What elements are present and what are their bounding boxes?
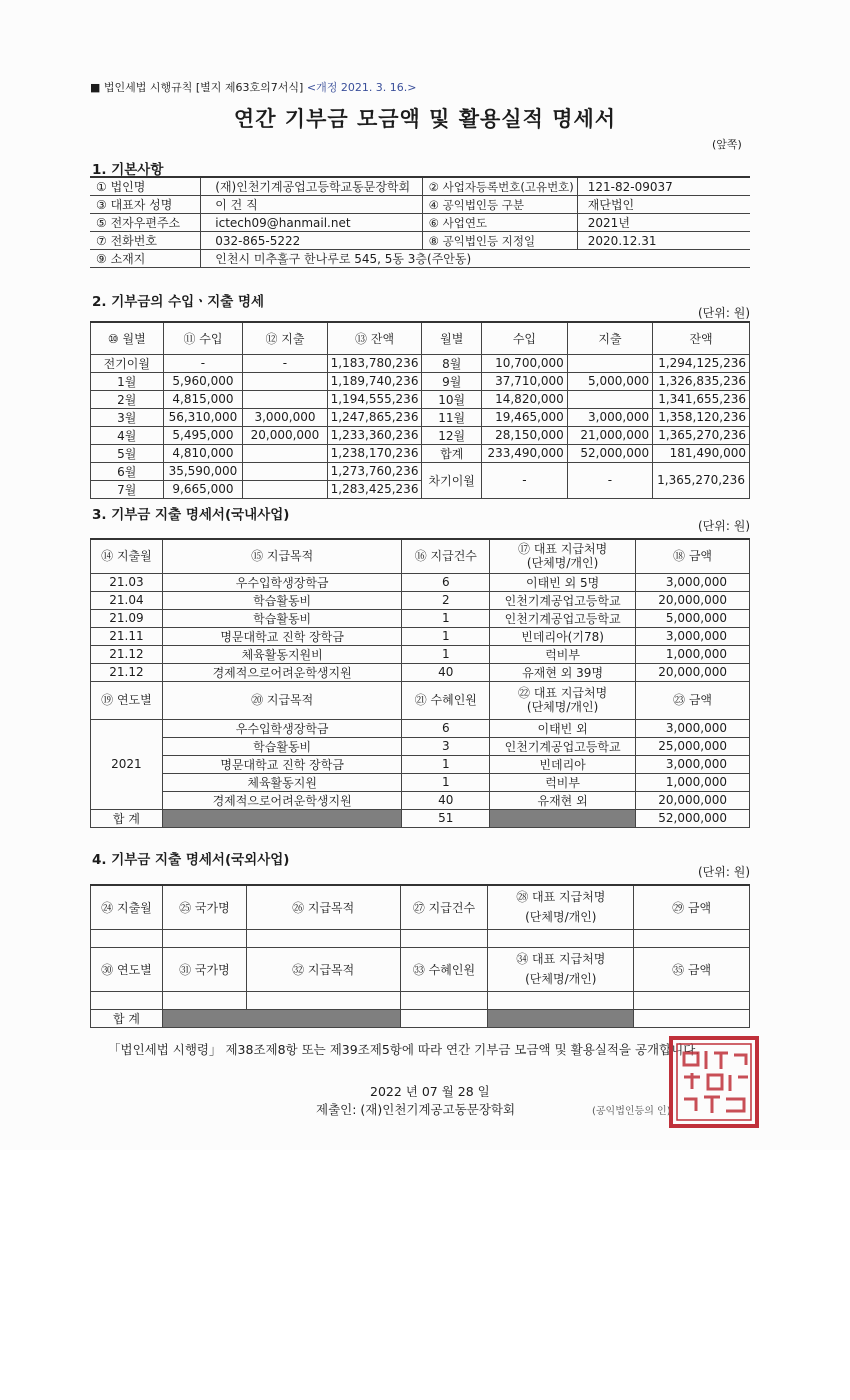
total-row: [91, 1009, 750, 1027]
empty-cell: [162, 929, 246, 947]
disclosure-statement: 「법인세법 시행령」 제38조제8항 또는 제39조제5항에 따라 연간 기부금 모금액 및 활용실적을 공개합니다.: [108, 1042, 700, 1057]
header-line: ㉞ 대표 지급처명: [516, 952, 606, 966]
form-ref-text: ■ 법인세법 시행규칙 [별지 제63호의7서식]: [90, 81, 304, 94]
table-cell: 학습활동비: [162, 609, 402, 627]
column-header: [488, 885, 634, 929]
amount-cell: 20,000,000: [243, 426, 327, 444]
amount-cell: 1,326,835,236: [653, 372, 750, 390]
month-label: 5월: [91, 444, 164, 462]
empty-cell: [634, 991, 750, 1009]
field-label: ⑦ 전화번호: [90, 232, 201, 250]
official-seal-stamp: [668, 1035, 760, 1129]
table-cell: 2: [402, 591, 490, 609]
table-cell: 40: [402, 663, 490, 681]
basic-info-row: [90, 177, 750, 196]
expense-row: [91, 627, 750, 645]
field-label: ① 법인명: [90, 177, 201, 196]
amount-cell: 5,960,000: [163, 372, 243, 390]
table-cell: 명문대학교 진학 장학금: [162, 755, 402, 773]
field-value: 2020.12.31: [577, 232, 750, 250]
amount-cell: 21,000,000: [567, 426, 652, 444]
shaded-cell: [488, 1009, 634, 1027]
table-cell: 인천기계공업고등학교: [490, 591, 636, 609]
table-cell: 럭비부: [490, 773, 636, 791]
total-row: [91, 809, 750, 827]
overseas-expense-table: [90, 884, 750, 1028]
table-cell: 우수입학생장학금: [162, 719, 402, 737]
amount-cell: 1,358,120,236: [653, 408, 750, 426]
table-cell: 1: [402, 627, 490, 645]
column-header: [488, 947, 634, 991]
column-header: ㉕ 국가명: [162, 885, 246, 929]
amount-cell: [243, 444, 327, 462]
amount-cell: 1,273,760,236: [327, 462, 422, 480]
section3-heading: 3. 기부금 지출 명세서(국내사업): [92, 507, 290, 523]
amount-cell: 28,150,000: [482, 426, 568, 444]
month-row: [91, 408, 750, 426]
yearly-row: [91, 791, 750, 809]
field-value: (재)인천기계공업고등학교동문장학회: [201, 177, 422, 196]
table-cell: 유재현 외: [490, 791, 636, 809]
amount-cell: 3,000,000: [243, 408, 327, 426]
month-row: [91, 372, 750, 390]
yearly-row: [91, 737, 750, 755]
column-header: ⑱ 금액: [636, 539, 750, 573]
section4-unit: (단위: 원): [698, 865, 750, 879]
amount-cell: 1,341,655,236: [653, 390, 750, 408]
column-header: ㉜ 지급목적: [246, 947, 400, 991]
column-header: ⑲ 연도별: [91, 681, 163, 719]
total-amount: 52,000,000: [636, 809, 750, 827]
header-row: [91, 322, 750, 354]
field-value: 2021년: [577, 214, 750, 232]
table-cell: 인천기계공업고등학교: [490, 609, 636, 627]
column-header: ㉗ 지급건수: [400, 885, 488, 929]
basic-info-row: [90, 232, 750, 250]
column-header: ⑭ 지출월: [91, 539, 163, 573]
table-cell: 인천기계공업고등학교: [490, 737, 636, 755]
total-label: 합 계: [91, 1009, 163, 1027]
month-row: [91, 426, 750, 444]
table-cell: 3,000,000: [636, 719, 750, 737]
column-header: ㉙ 금액: [634, 885, 750, 929]
table-cell: 1,000,000: [636, 645, 750, 663]
amount-cell: 1,365,270,236: [653, 426, 750, 444]
month-row: [91, 462, 750, 480]
column-header: ㉚ 연도별: [91, 947, 163, 991]
table-cell: 21.12: [91, 645, 163, 663]
month-row: [91, 354, 750, 372]
column-header: ㉒ 대표 지급처명 (단체명/개인): [490, 681, 636, 719]
amount-cell: -: [482, 462, 568, 498]
amount-cell: 4,810,000: [163, 444, 243, 462]
table-cell: 21.09: [91, 609, 163, 627]
empty-cell: [91, 991, 163, 1009]
table-cell: 경제적으로어려운학생지원: [162, 791, 402, 809]
section2-unit: (단위: 원): [698, 306, 750, 320]
header-row: [91, 947, 750, 991]
amount-cell: -: [567, 462, 652, 498]
column-header: 수입: [482, 322, 568, 354]
table-cell: 25,000,000: [636, 737, 750, 755]
month-label: 1월: [91, 372, 164, 390]
empty-cell: [488, 929, 634, 947]
table-cell: 21.12: [91, 663, 163, 681]
amount-cell: 4,815,000: [163, 390, 243, 408]
amount-cell: [567, 390, 652, 408]
column-header: ㉝ 수혜인원: [400, 947, 488, 991]
basic-info-table: [90, 176, 750, 268]
table-cell: 우수입학생장학금: [162, 573, 402, 591]
table-cell: 3: [402, 737, 490, 755]
amount-cell: 19,465,000: [482, 408, 568, 426]
basic-info-row: [90, 214, 750, 232]
total-label: 합 계: [91, 809, 163, 827]
month-label: 6월: [91, 462, 164, 480]
amount-cell: 56,310,000: [163, 408, 243, 426]
table-cell: 이태빈 외: [490, 719, 636, 737]
table-cell: 6: [402, 719, 490, 737]
amount-cell: 1,183,780,236: [327, 354, 422, 372]
field-value: 121-82-09037: [577, 177, 750, 196]
amount-cell: [243, 462, 327, 480]
expense-row: [91, 591, 750, 609]
month-row: [91, 390, 750, 408]
table-cell: 6: [402, 573, 490, 591]
column-header: ㉟ 금액: [634, 947, 750, 991]
expense-row: [91, 573, 750, 591]
column-header: ㉖ 지급목적: [246, 885, 400, 929]
address-row: [90, 250, 750, 268]
amount-cell: 181,490,000: [653, 444, 750, 462]
table-cell: 학습활동비: [162, 737, 402, 755]
address-value: 인천시 미추홀구 한나루로 545, 5동 3층(주안동): [201, 250, 750, 268]
amount-cell: 1,365,270,236: [653, 462, 750, 498]
column-header: ㉔ 지출월: [91, 885, 163, 929]
column-header: ㉓ 금액: [636, 681, 750, 719]
expense-row: [91, 609, 750, 627]
table-cell: 경제적으로어려운학생지원: [162, 663, 402, 681]
table-cell: 20,000,000: [636, 663, 750, 681]
table-cell: 럭비부: [490, 645, 636, 663]
table-cell: 유재현 외 39명: [490, 663, 636, 681]
income-expense-table: [90, 321, 750, 499]
form-reference: [90, 79, 417, 95]
front-side-label: (앞쪽): [712, 138, 742, 151]
amount-cell: 5,495,000: [163, 426, 243, 444]
revision-text: <개정 2021. 3. 16.>: [306, 81, 417, 94]
field-label: ⑥ 사업연도: [422, 214, 577, 232]
amount-cell: 35,590,000: [163, 462, 243, 480]
column-header: 월별: [422, 322, 482, 354]
amount-cell: -: [243, 354, 327, 372]
column-header: ⑮ 지급목적: [162, 539, 402, 573]
field-label: ④ 공익법인등 구분: [422, 196, 577, 214]
column-header: ⑰ 대표 지급처명 (단체명/개인): [490, 539, 636, 573]
empty-cell: [246, 991, 400, 1009]
yearly-row: [91, 719, 750, 737]
basic-info-row: [90, 196, 750, 214]
month-label: 4월: [91, 426, 164, 444]
amount-cell: 233,490,000: [482, 444, 568, 462]
field-value: 이 건 직: [201, 196, 422, 214]
empty-cell: [91, 929, 163, 947]
empty-cell: [400, 929, 488, 947]
column-header: ⑫ 지출: [243, 322, 327, 354]
table-cell: 학습활동비: [162, 591, 402, 609]
amount-cell: 1,294,125,236: [653, 354, 750, 372]
empty-cell: [400, 991, 488, 1009]
table-cell: 3,000,000: [636, 755, 750, 773]
table-cell: 20,000,000: [636, 791, 750, 809]
column-header: ⑪ 수입: [163, 322, 243, 354]
table-cell: 40: [402, 791, 490, 809]
column-header: ⑳ 지급목적: [162, 681, 402, 719]
header-line: (단체명/개인): [525, 972, 597, 986]
amount-cell: [243, 390, 327, 408]
column-header: ⑬ 잔액: [327, 322, 422, 354]
header-row: [91, 539, 750, 573]
field-label: ③ 대표자 성명: [90, 196, 201, 214]
table-cell: 21.11: [91, 627, 163, 645]
column-header: ㉛ 국가명: [162, 947, 246, 991]
table-cell: 21.03: [91, 573, 163, 591]
table-cell: 체육활동지원: [162, 773, 402, 791]
table-cell: 체육활동지원비: [162, 645, 402, 663]
table-cell: 5,000,000: [636, 609, 750, 627]
section2-heading: 2. 기부금의 수입ㆍ지출 명세: [92, 294, 265, 310]
amount-cell: [243, 480, 327, 498]
empty-row: [91, 929, 750, 947]
header-line: (단체명/개인): [525, 910, 597, 925]
shaded-cell: [162, 809, 402, 827]
section1-heading: 1. 기본사항: [92, 162, 164, 178]
field-label: ⑧ 공익법인등 지정일: [422, 232, 577, 250]
amount-cell: 52,000,000: [567, 444, 652, 462]
section3-unit: (단위: 원): [698, 519, 750, 533]
amount-cell: 5,000,000: [567, 372, 652, 390]
expense-row: [91, 663, 750, 681]
table-cell: 빈데리아: [490, 755, 636, 773]
header-row: [91, 885, 750, 929]
field-value: ictech09@hanmail.net: [201, 214, 422, 232]
yearly-row: [91, 755, 750, 773]
yearly-row: [91, 773, 750, 791]
amount-cell: [243, 372, 327, 390]
field-label: ⑤ 전자우편주소: [90, 214, 201, 232]
domestic-expense-table: [90, 538, 750, 828]
column-header: ㉑ 수혜인원: [402, 681, 490, 719]
header-row: [91, 681, 750, 719]
table-cell: 3,000,000: [636, 627, 750, 645]
month-label: 12월: [422, 426, 482, 444]
amount-cell: 1,233,360,236: [327, 426, 422, 444]
shaded-cell: [162, 1009, 400, 1027]
empty-cell: [162, 991, 246, 1009]
amount-cell: [567, 354, 652, 372]
year-cell: 2021: [91, 719, 163, 809]
field-label: ⑨ 소재지: [90, 250, 201, 268]
section4-heading: 4. 기부금 지출 명세서(국외사업): [92, 852, 290, 868]
table-cell: 빈데리아(기78): [490, 627, 636, 645]
amount-cell: 1,194,555,236: [327, 390, 422, 408]
month-label: 2월: [91, 390, 164, 408]
empty-row: [91, 991, 750, 1009]
month-label: 10월: [422, 390, 482, 408]
column-header: ⑩ 월별: [91, 322, 164, 354]
submitter-name: 제출인: (재)인천기계공고동문장학회: [316, 1102, 516, 1117]
table-cell: 3,000,000: [636, 573, 750, 591]
column-header: ⑯ 지급건수: [402, 539, 490, 573]
amount-cell: 1,247,865,236: [327, 408, 422, 426]
amount-cell: -: [163, 354, 243, 372]
table-cell: 21.04: [91, 591, 163, 609]
empty-cell: [246, 929, 400, 947]
seal-note: (공익법인등의 인): [592, 1106, 671, 1117]
table-cell: 1: [402, 609, 490, 627]
month-label: 3월: [91, 408, 164, 426]
month-label: 8월: [422, 354, 482, 372]
document-title: 연간 기부금 모금액 및 활용실적 명세서: [233, 107, 617, 131]
table-cell: 1: [402, 755, 490, 773]
month-label: 전기이월: [91, 354, 164, 372]
amount-cell: 1,238,170,236: [327, 444, 422, 462]
total-count: 51: [402, 809, 490, 827]
amount-cell: 14,820,000: [482, 390, 568, 408]
month-label: 합계: [422, 444, 482, 462]
empty-cell: [400, 1009, 488, 1027]
shaded-cell: [490, 809, 636, 827]
table-cell: 1: [402, 773, 490, 791]
amount-cell: 1,283,425,236: [327, 480, 422, 498]
table-cell: 명문대학교 진학 장학금: [162, 627, 402, 645]
column-header: 잔액: [653, 322, 750, 354]
field-label: ② 사업자등록번호(고유번호): [422, 177, 577, 196]
amount-cell: 9,665,000: [163, 480, 243, 498]
amount-cell: 3,000,000: [567, 408, 652, 426]
amount-cell: 37,710,000: [482, 372, 568, 390]
field-value: 재단법인: [577, 196, 750, 214]
field-value: 032-865-5222: [201, 232, 422, 250]
column-header: 지출: [567, 322, 652, 354]
month-label: 11월: [422, 408, 482, 426]
header-line: ㉘ 대표 지급처명: [516, 890, 606, 905]
amount-cell: 10,700,000: [482, 354, 568, 372]
table-cell: 1,000,000: [636, 773, 750, 791]
table-cell: 이태빈 외 5명: [490, 573, 636, 591]
expense-row: [91, 645, 750, 663]
table-cell: 1: [402, 645, 490, 663]
carryover-label: 차기이월: [422, 462, 482, 498]
month-label: 9월: [422, 372, 482, 390]
month-row: [91, 444, 750, 462]
table-cell: 20,000,000: [636, 591, 750, 609]
empty-cell: [634, 929, 750, 947]
month-label: 7월: [91, 480, 164, 498]
empty-cell: [488, 991, 634, 1009]
empty-cell: [634, 1009, 750, 1027]
submission-date: 2022 년 07 월 28 일: [370, 1084, 490, 1099]
amount-cell: 1,189,740,236: [327, 372, 422, 390]
